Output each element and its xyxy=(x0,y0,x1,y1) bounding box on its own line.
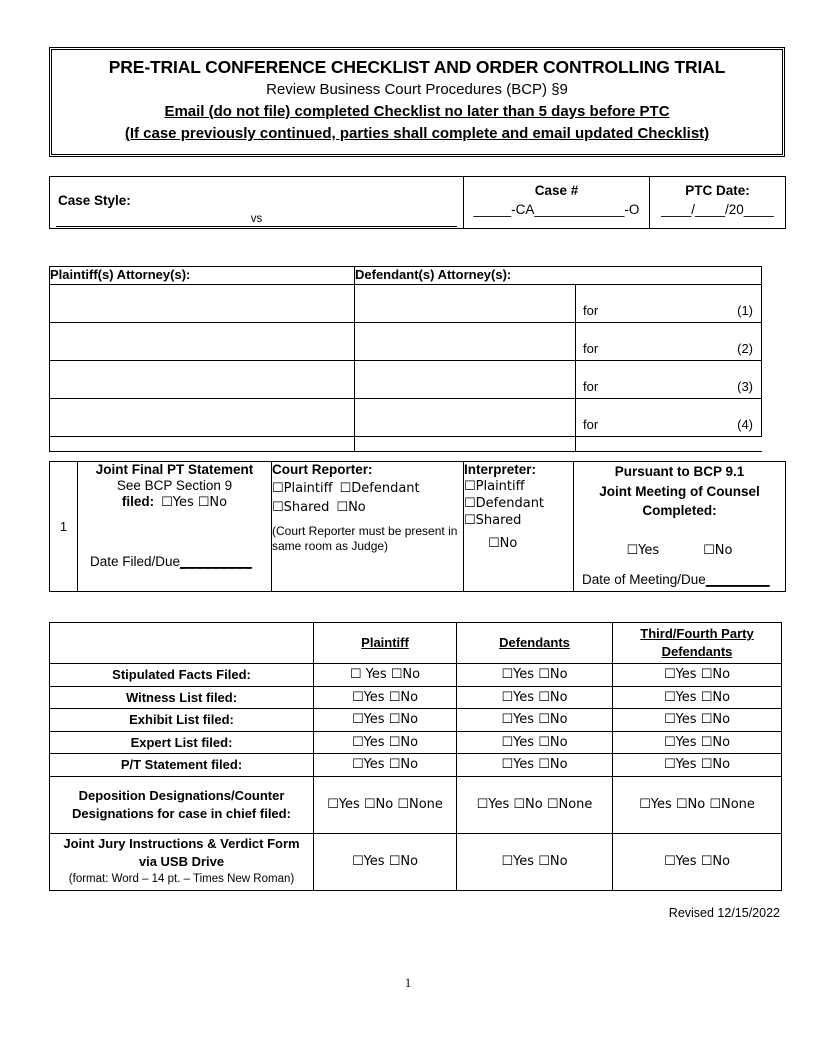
table-row[interactable] xyxy=(50,323,762,361)
checklist-label-deposition-designations xyxy=(50,776,314,833)
joint-statement-table xyxy=(49,461,786,592)
jury-plaintiff-checkboxes[interactable]: ☐Yes ☐No xyxy=(314,833,457,890)
document-instruction-continued: (If case previously continued, parties shall complete and email updated Checklist) xyxy=(124,125,710,143)
checklist-header-plaintiff-text: Plaintiff xyxy=(361,635,409,651)
bcp-no-checkbox[interactable]: ☐No xyxy=(703,542,733,558)
row-index-label: (4) xyxy=(737,417,753,432)
court-reporter-header: Court Reporter: xyxy=(272,462,373,477)
deposition-defendants-checkboxes[interactable]: ☐Yes ☐No ☐None xyxy=(457,776,613,833)
court-reporter-defendant-checkbox[interactable]: ☐Defendant xyxy=(339,481,420,496)
checklist-header-plaintiff xyxy=(314,623,457,664)
bcp-joint-meeting-cell[interactable] xyxy=(574,462,786,592)
document-subtitle: Review Business Court Procedures (BCP) §9 xyxy=(266,80,568,98)
plaintiff-attorney-field-1[interactable] xyxy=(50,285,355,323)
document-title: PRE-TRIAL CONFERENCE CHECKLIST AND ORDER CONTROLLING TRIAL xyxy=(108,57,726,77)
case-style-label: Case Style: xyxy=(58,193,131,208)
ptc-date-label: PTC Date: xyxy=(685,183,750,198)
for-label: for xyxy=(583,341,599,356)
expert-list-defendants-checkboxes[interactable]: ☐Yes ☐No xyxy=(457,731,613,754)
row-index-label: (1) xyxy=(737,303,753,318)
deposition-plaintiff-checkboxes[interactable]: ☐Yes ☐No ☐None xyxy=(314,776,457,833)
joint-final-yes-checkbox[interactable]: ☐Yes xyxy=(161,495,194,510)
checklist-label-stipulated-facts: Stipulated Facts Filed: xyxy=(50,664,314,687)
defendant-for-cell-4[interactable] xyxy=(576,399,762,437)
deposition-third-checkboxes[interactable]: ☐Yes ☐No ☐None xyxy=(613,776,782,833)
case-style-cell[interactable] xyxy=(50,177,464,229)
interpreter-no-checkbox[interactable]: ☐No xyxy=(488,536,518,551)
table-row[interactable] xyxy=(50,776,782,833)
witness-list-plaintiff-checkboxes[interactable]: ☐Yes ☐No xyxy=(314,686,457,709)
jury-label-line1: Joint Jury Instructions & Verdict Form xyxy=(63,836,300,852)
table-row[interactable] xyxy=(50,664,782,687)
filings-checklist-table xyxy=(49,622,782,891)
pt-statement-third-checkboxes[interactable]: ☐Yes ☐No xyxy=(613,754,782,777)
stipulated-facts-defendants-checkboxes[interactable]: ☐Yes ☐No xyxy=(457,664,613,687)
exhibit-list-plaintiff-checkboxes[interactable]: ☐Yes ☐No xyxy=(314,709,457,732)
for-label: for xyxy=(583,379,599,394)
case-style-input-line[interactable] xyxy=(56,211,457,227)
joint-final-pt-subtitle: See BCP Section 9 xyxy=(116,478,233,493)
interpreter-defendant-checkbox[interactable]: ☐Defendant xyxy=(464,496,545,511)
defendant-attorneys-header: Defendant(s) Attorney(s): xyxy=(355,267,762,285)
case-number-cell[interactable] xyxy=(464,177,650,229)
interpreter-header: Interpreter: xyxy=(464,462,537,477)
defendant-for-cell-1[interactable] xyxy=(576,285,762,323)
document-instruction-email: Email (do not file) completed Checklist no later than 5 days before PTC xyxy=(164,102,670,120)
bcp-header-line3: Completed: xyxy=(642,503,717,519)
deposition-label-line1: Deposition Designations/Counter xyxy=(78,787,285,803)
attorney-spacer-cell-1 xyxy=(50,437,355,452)
interpreter-cell[interactable] xyxy=(464,462,574,592)
court-reporter-no-checkbox[interactable]: ☐No xyxy=(336,500,366,515)
ptc-date-input-line[interactable]: ____/____/20____ xyxy=(661,202,774,217)
table-row[interactable] xyxy=(50,709,782,732)
checklist-header-third-fourth-line2: Defendants xyxy=(661,644,733,659)
joint-final-pt-title: Joint Final PT Statement xyxy=(95,462,254,477)
joint-final-pt-statement-cell[interactable] xyxy=(78,462,272,592)
checklist-label-pt-statement: P/T Statement filed: xyxy=(50,754,314,777)
plaintiff-attorney-field-3[interactable] xyxy=(50,361,355,399)
witness-list-third-checkboxes[interactable]: ☐Yes ☐No xyxy=(613,686,782,709)
table-row[interactable] xyxy=(50,399,762,437)
stipulated-facts-third-checkboxes[interactable]: ☐Yes ☐No xyxy=(613,664,782,687)
pt-statement-defendants-checkboxes[interactable]: ☐Yes ☐No xyxy=(457,754,613,777)
case-header-table xyxy=(49,176,786,229)
case-number-input-line[interactable]: _____-CA____________-O xyxy=(473,202,640,217)
checklist-corner-cell xyxy=(50,623,314,664)
witness-list-defendants-checkboxes[interactable]: ☐Yes ☐No xyxy=(457,686,613,709)
court-reporter-cell[interactable] xyxy=(272,462,464,592)
plaintiff-attorneys-header: Plaintiff(s) Attorney(s): xyxy=(50,267,355,285)
expert-list-plaintiff-checkboxes[interactable]: ☐Yes ☐No xyxy=(314,731,457,754)
filed-label: filed: xyxy=(121,494,155,509)
checklist-label-expert-list: Expert List filed: xyxy=(50,731,314,754)
defendant-for-cell-2[interactable] xyxy=(576,323,762,361)
plaintiff-attorney-field-4[interactable] xyxy=(50,399,355,437)
checklist-label-witness-list: Witness List filed: xyxy=(50,686,314,709)
revised-date: Revised 12/15/2022 xyxy=(668,906,780,920)
exhibit-list-defendants-checkboxes[interactable]: ☐Yes ☐No xyxy=(457,709,613,732)
defendant-attorney-field-1[interactable] xyxy=(355,285,576,323)
checklist-label-jury-instructions xyxy=(50,833,314,890)
table-row[interactable] xyxy=(50,361,762,399)
jury-format-note: (format: Word – 14 pt. – Times New Roman) xyxy=(68,873,295,886)
date-filed-input-line[interactable]: _________ xyxy=(180,554,253,569)
row-index-label: (3) xyxy=(737,379,753,394)
defendant-attorney-field-2[interactable] xyxy=(355,323,576,361)
deposition-label-line2: Designations for case in chief filed: xyxy=(72,805,291,821)
row-number-cell: 1 xyxy=(50,462,78,592)
checklist-label-exhibit-list: Exhibit List filed: xyxy=(50,709,314,732)
joint-final-no-checkbox[interactable]: ☐No xyxy=(197,495,228,510)
checklist-header-third-fourth-line1: Third/Fourth Party xyxy=(640,626,754,642)
ptc-date-cell[interactable] xyxy=(650,177,786,229)
table-row[interactable] xyxy=(50,833,782,890)
date-of-meeting-label: Date of Meeting/Due xyxy=(582,572,706,587)
date-filed-label: Date Filed/Due xyxy=(90,554,181,569)
bcp-header-line1: Pursuant to BCP 9.1 xyxy=(614,464,745,479)
checklist-header-defendants xyxy=(457,623,613,664)
case-number-label: Case # xyxy=(534,183,579,198)
attorney-spacer-cell-3 xyxy=(576,437,762,452)
court-reporter-plaintiff-checkbox[interactable]: ☐Plaintiff xyxy=(272,481,333,496)
jury-label-line2: via USB Drive xyxy=(138,853,225,869)
pt-statement-plaintiff-checkboxes[interactable]: ☐Yes ☐No xyxy=(314,754,457,777)
interpreter-shared-checkbox[interactable]: ☐Shared xyxy=(464,513,522,528)
date-of-meeting-input-line[interactable]: ________ xyxy=(705,572,770,587)
bcp-yes-checkbox[interactable]: ☐Yes xyxy=(626,542,660,558)
checklist-header-defendants-text: Defendants xyxy=(499,635,570,651)
expert-list-third-checkboxes[interactable]: ☐Yes ☐No xyxy=(613,731,782,754)
title-banner xyxy=(49,47,785,157)
interpreter-plaintiff-checkbox[interactable]: ☐Plaintiff xyxy=(464,479,525,494)
court-reporter-note: (Court Reporter must be present in same room as Judge) xyxy=(272,524,458,553)
case-style-vs: vs xyxy=(250,213,263,225)
attorneys-table xyxy=(49,266,762,452)
court-reporter-shared-checkbox[interactable]: ☐Shared xyxy=(272,500,330,515)
defendant-attorney-field-4[interactable] xyxy=(355,399,576,437)
for-label: for xyxy=(583,417,599,432)
stipulated-facts-plaintiff-checkboxes[interactable]: ☐ Yes ☐No xyxy=(314,664,457,687)
table-row[interactable] xyxy=(50,686,782,709)
attorney-spacer-cell-2 xyxy=(355,437,576,452)
row-index-label: (2) xyxy=(737,341,753,356)
exhibit-list-third-checkboxes[interactable]: ☐Yes ☐No xyxy=(613,709,782,732)
checklist-header-third-fourth xyxy=(613,623,782,664)
table-row[interactable] xyxy=(50,731,782,754)
table-row[interactable] xyxy=(50,285,762,323)
defendant-attorney-field-3[interactable] xyxy=(355,361,576,399)
page-number: 1 xyxy=(404,976,412,990)
for-label: for xyxy=(583,303,599,318)
bcp-header-line2: Joint Meeting of Counsel xyxy=(599,483,760,499)
defendant-for-cell-3[interactable] xyxy=(576,361,762,399)
plaintiff-attorney-field-2[interactable] xyxy=(50,323,355,361)
table-row[interactable] xyxy=(50,754,782,777)
table-row-spacer xyxy=(50,437,762,452)
jury-defendants-checkboxes[interactable]: ☐Yes ☐No xyxy=(457,833,613,890)
jury-third-checkboxes[interactable]: ☐Yes ☐No xyxy=(613,833,782,890)
